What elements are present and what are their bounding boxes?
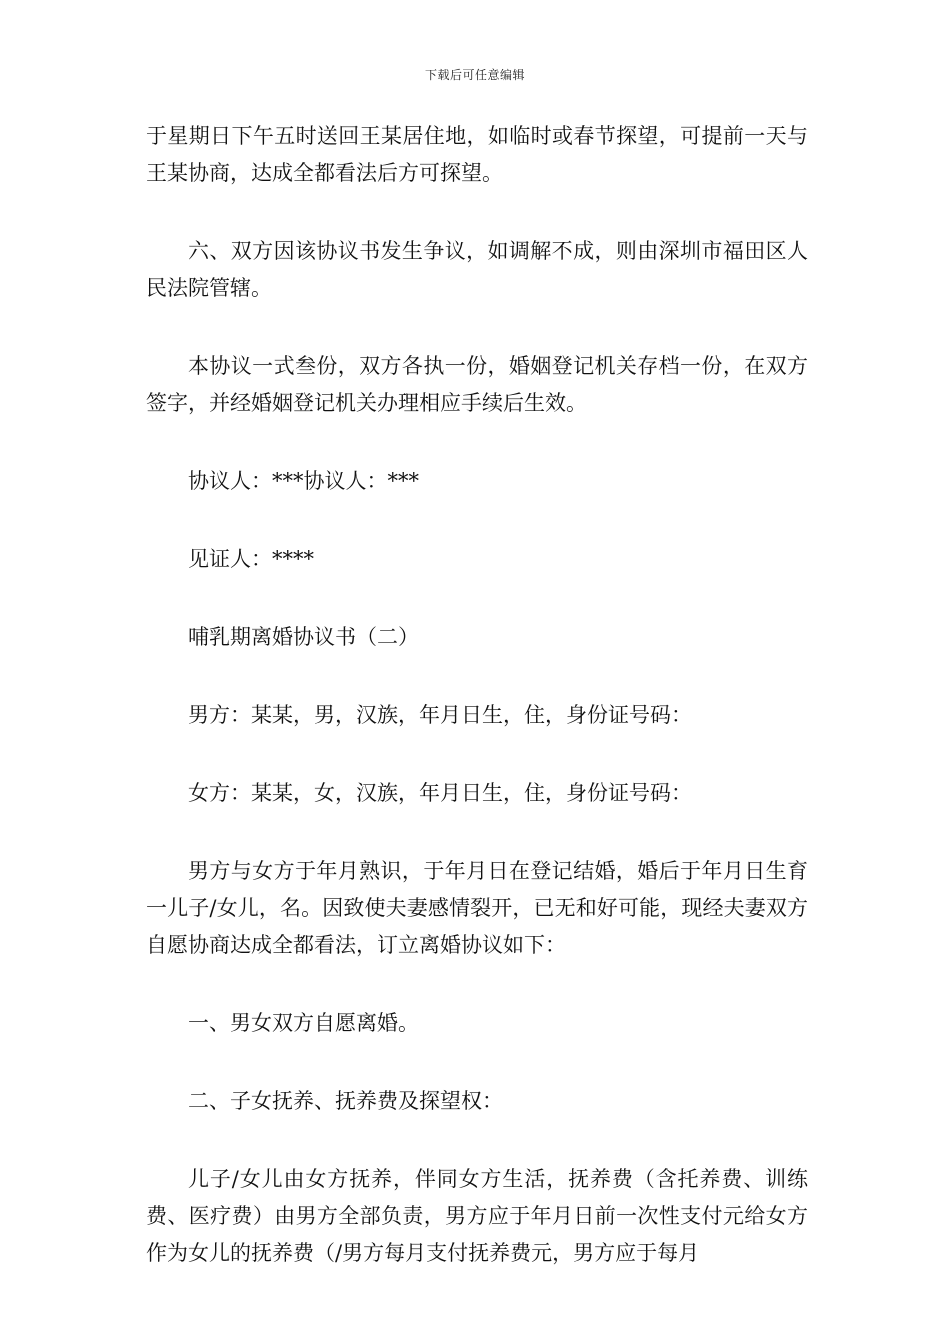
document-body	[146, 118, 808, 1272]
paragraph-visit-continuation: 于星期日下午五时送回王某居住地，如临时或春节探望，可提前一天与王某协商，达成全都看法后方可探望。	[146, 124, 808, 185]
paragraph-background: 男方与女方于年月熟识，于年月日在登记结婚，婚后于年月日生育一儿子/女儿，名。因致使夫妻感情裂开，已无和好可能，现经夫妻双方自愿协商达成全都看法，订立离婚协议如下：	[146, 859, 808, 957]
signatories-line: 协议人：***协议人：***	[188, 469, 419, 493]
paragraph-copies-clause: 本协议一式叁份，双方各执一份，婚姻登记机关存档一份，在双方签字，并经婚姻登记机关办理相应手续后生效。	[146, 354, 808, 415]
witness-line: 见证人：****	[188, 547, 314, 571]
female-party-line: 女方：某某，女，汉族，年月日生，住，身份证号码：	[188, 781, 692, 805]
male-party-line: 男方：某某，男，汉族，年月日生，住，身份证号码：	[188, 703, 692, 727]
section-title: 哺乳期离婚协议书（二）	[188, 625, 419, 649]
paragraph-dispute-clause: 六、双方因该协议书发生争议，如调解不成，则由深圳市福田区人民法院管辖。	[146, 239, 808, 300]
page-header: 下载后可任意编辑	[424, 68, 525, 82]
paragraph-child-support: 儿子/女儿由女方抚养，伴同女方生活，抚养费（含托养费、训练费、医疗费）由男方全部负责，男方应于年月日前一次性支付元给女方作为女儿的抚养费（/男方每月支付抚养费元，男方应于每月	[146, 1167, 808, 1265]
clause-two-heading: 二、子女抚养、抚养费及探望权：	[188, 1089, 503, 1113]
clause-one: 一、男女双方自愿离婚。	[188, 1011, 419, 1035]
